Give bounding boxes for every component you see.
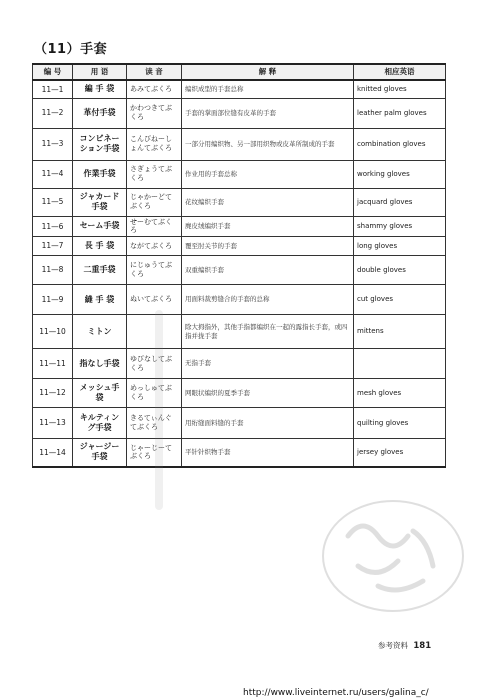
- header-number: 编 号: [33, 64, 73, 80]
- row-reading: ゆびなしてぶくろ: [127, 349, 182, 379]
- row-english: long gloves: [354, 237, 446, 256]
- table-row: [33, 237, 446, 256]
- row-explanation: 用绗缝面料缝的手套: [182, 408, 354, 439]
- row-number: 11—14: [33, 439, 73, 467]
- row-number: 11—12: [33, 379, 73, 408]
- row-english: [354, 349, 446, 379]
- row-term: 長 手 袋: [73, 237, 127, 256]
- page-number: 181: [413, 641, 432, 651]
- row-number: 11—1: [33, 80, 73, 98]
- row-reading: こんびねーしょんてぶくろ: [127, 128, 182, 160]
- table-row: [33, 349, 446, 379]
- row-explanation: 作业用的手套总称: [182, 160, 354, 188]
- header-explanation: 解 释: [182, 64, 354, 80]
- row-term: キルティング手袋: [73, 408, 127, 439]
- row-english: leather palm gloves: [354, 98, 446, 128]
- table-row: [33, 160, 446, 188]
- row-number: 11—8: [33, 256, 73, 285]
- row-english: double gloves: [354, 256, 446, 285]
- row-explanation: 覆至肘关节的手套: [182, 237, 354, 256]
- row-term: 革付手袋: [73, 98, 127, 128]
- table-header-row: [33, 64, 446, 80]
- row-english: combination gloves: [354, 128, 446, 160]
- row-term: 作業手袋: [73, 160, 127, 188]
- row-term: 縫 手 袋: [73, 285, 127, 315]
- row-english: cut gloves: [354, 285, 446, 315]
- row-reading: あみてぶくろ: [127, 80, 182, 98]
- table-row: [33, 285, 446, 315]
- table-row: [33, 128, 446, 160]
- reference-label: 参考资料: [378, 641, 408, 650]
- page-footer: [378, 640, 431, 651]
- row-term: ジャージー手袋: [73, 439, 127, 467]
- row-number: 11—4: [33, 160, 73, 188]
- row-explanation: 麂皮绒编织手套: [182, 216, 354, 237]
- table-row: [33, 80, 446, 98]
- section-title: （11）手套: [34, 42, 108, 57]
- row-explanation: 平针针织物手套: [182, 439, 354, 467]
- row-term: 編 手 袋: [73, 80, 127, 98]
- row-explanation: 编织成型的手套总称: [182, 80, 354, 98]
- row-reading: ながてぶくろ: [127, 237, 182, 256]
- row-term: セーム手袋: [73, 216, 127, 237]
- table-row: [33, 408, 446, 439]
- table-row: [33, 98, 446, 128]
- row-reading: さぎょうてぶくろ: [127, 160, 182, 188]
- row-term: 二重手袋: [73, 256, 127, 285]
- table-row: [33, 188, 446, 216]
- row-reading: ぬいてぶくろ: [127, 285, 182, 315]
- row-number: 11—13: [33, 408, 73, 439]
- row-english: working gloves: [354, 160, 446, 188]
- header-english: 相应英语: [354, 64, 446, 80]
- row-number: 11—10: [33, 315, 73, 349]
- row-english: mittens: [354, 315, 446, 349]
- row-explanation: 除大拇指外，其他手指都编织在一起的露指长手套，或四指并拢手套: [182, 315, 354, 349]
- header-term: 用 语: [73, 64, 127, 80]
- row-reading: じゃーじーてぶくろ: [127, 439, 182, 467]
- table-row: [33, 256, 446, 285]
- row-reading: かわつきてぶくろ: [127, 98, 182, 128]
- row-english: jersey gloves: [354, 439, 446, 467]
- table-row: [33, 315, 446, 349]
- row-explanation: 网眼状编织的夏季手套: [182, 379, 354, 408]
- row-english: jacquard gloves: [354, 188, 446, 216]
- row-number: 11—2: [33, 98, 73, 128]
- row-number: 11—3: [33, 128, 73, 160]
- row-reading: にじゅうてぶくろ: [127, 256, 182, 285]
- row-reading: きるてぃんぐてぶくろ: [127, 408, 182, 439]
- row-explanation: 无指手套: [182, 349, 354, 379]
- row-term: コンビネーション手袋: [73, 128, 127, 160]
- table-row: [33, 439, 446, 467]
- row-explanation: 用面料裁剪缝合的手套的总称: [182, 285, 354, 315]
- row-explanation: 双重编织手套: [182, 256, 354, 285]
- table-row: [33, 216, 446, 237]
- source-url: http://www.liveinternet.ru/users/galina_c/: [243, 688, 429, 698]
- row-reading: めっしゅてぶくろ: [127, 379, 182, 408]
- glove-terms-table: [32, 63, 446, 468]
- row-term: 指なし手袋: [73, 349, 127, 379]
- row-reading: じゃかーどてぶくろ: [127, 188, 182, 216]
- header-reading: 读 音: [127, 64, 182, 80]
- row-reading: [127, 315, 182, 349]
- table-row: [33, 379, 446, 408]
- row-term: メッシュ手袋: [73, 379, 127, 408]
- row-number: 11—9: [33, 285, 73, 315]
- row-number: 11—11: [33, 349, 73, 379]
- row-explanation: 一部分用编织物、另一部用织物或皮革所制成的手套: [182, 128, 354, 160]
- row-reading: せーむてぶくろ: [127, 216, 182, 237]
- row-explanation: 花纹编织手套: [182, 188, 354, 216]
- row-number: 11—5: [33, 188, 73, 216]
- row-number: 11—6: [33, 216, 73, 237]
- row-number: 11—7: [33, 237, 73, 256]
- row-term: ジャカード手袋: [73, 188, 127, 216]
- row-term: ミトン: [73, 315, 127, 349]
- row-explanation: 手套的掌面部位缝有皮革的手套: [182, 98, 354, 128]
- row-english: mesh gloves: [354, 379, 446, 408]
- row-english: quilting gloves: [354, 408, 446, 439]
- seal-stamp: [318, 496, 468, 616]
- row-english: knitted gloves: [354, 80, 446, 98]
- row-english: shammy gloves: [354, 216, 446, 237]
